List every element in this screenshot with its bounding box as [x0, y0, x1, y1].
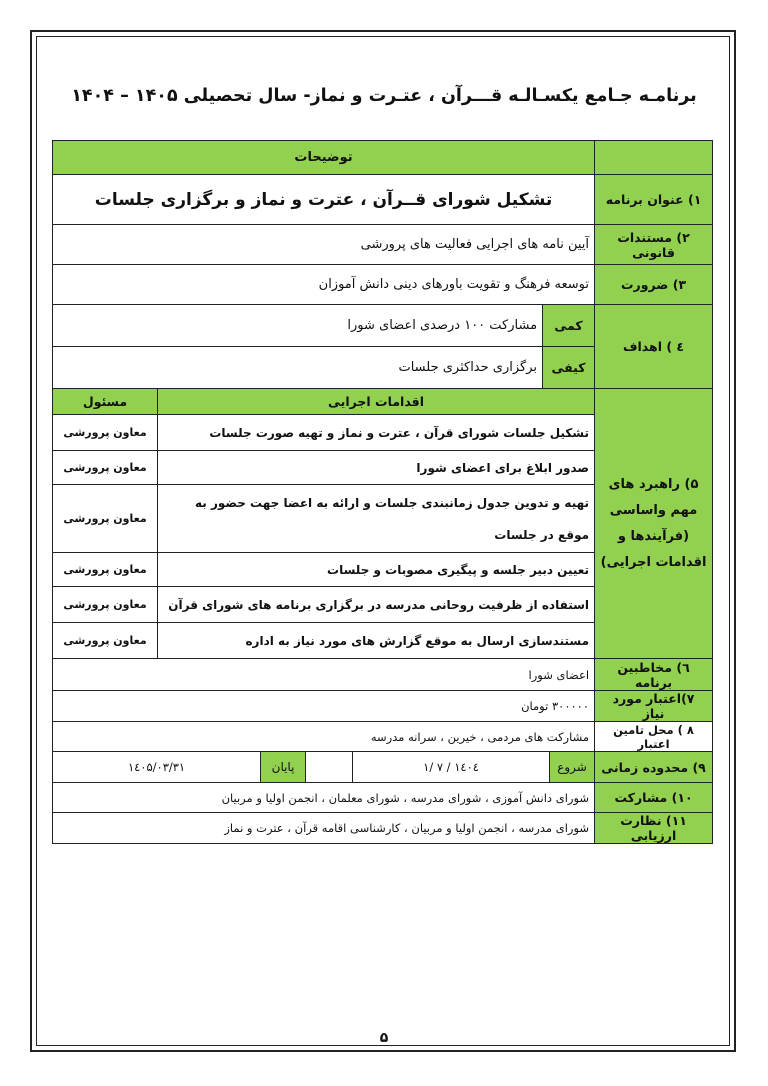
header-corner-cell	[595, 141, 713, 175]
label-strategies-line2: مهم واساسی	[609, 502, 698, 518]
header-responsible: مسئول	[53, 389, 158, 415]
label-audience: ٦) مخاطبین برنامه	[595, 659, 713, 691]
label-timeframe: ۹) محدوده زمانی	[595, 752, 713, 783]
label-funding: ۸ ) محل تامین اعتبار	[595, 722, 713, 752]
responsible-item: معاون پرورشی	[53, 623, 158, 659]
label-strategies-line3: (فرآیندها و	[617, 528, 690, 544]
label-program-title: ۱) عنوان برنامه	[595, 175, 713, 225]
row-funding	[53, 722, 713, 752]
table-header-row	[53, 141, 713, 175]
responsible-item: معاون پرورشی	[53, 451, 158, 485]
program-table	[52, 140, 713, 844]
label-strategies-line4: اقدامات اجرایی)	[600, 554, 707, 570]
responsible-item: معاون پرورشی	[53, 485, 158, 553]
label-participation: ۱۰) مشارکت	[595, 783, 713, 813]
row-legal-docs	[53, 225, 713, 265]
header-actions: اقدامات اجرایی	[158, 389, 595, 415]
page-title: برنامـه جـامع یکسـالـه قـــرآن ، عتـرت و نماز- سال تحصیلی ۱۴۰۵ – ۱۴۰۴	[71, 86, 697, 106]
row-supervision	[53, 813, 713, 844]
action-item: تهیه و تدوین جدول زمانبندی جلسات و ارائه به اعضا جهت حضور به موقع در جلسات	[158, 485, 595, 553]
action-item: مستندسازی ارسال به موقع گزارش های مورد نیاز به اداره	[158, 623, 595, 659]
value-funding: مشارکت های مردمی ، خیرین ، سرانه مدرسه	[53, 722, 595, 752]
row-audience	[53, 659, 713, 691]
value-goals-quant: مشارکت ۱۰۰ درصدی اعضای شورا	[53, 305, 543, 347]
action-item: استفاده از ظرفیت روحانی مدرسه در برگزاری برنامه های شورای قرآن	[158, 587, 595, 623]
responsible-item: معاون پرورشی	[53, 415, 158, 451]
header-description: توضیحات	[53, 141, 595, 175]
label-necessity: ۳) ضرورت	[595, 265, 713, 305]
row-participation	[53, 783, 713, 813]
row-program-title	[53, 175, 713, 225]
action-item: تشکیل جلسات شورای قرآن ، عترت و نماز و تهیه صورت جلسات	[158, 415, 595, 451]
row-goals-quant	[53, 305, 713, 347]
page-number: ۵	[379, 1030, 389, 1046]
timeframe-end-label: پایان	[260, 752, 305, 782]
value-legal-docs: آیین نامه های اجرایی فعالیت های پرورشی	[53, 225, 595, 265]
value-participation: شورای دانش آموزی ، شورای مدرسه ، شورای معلمان ، انجمن اولیا و مربیان	[53, 783, 595, 813]
row-necessity	[53, 265, 713, 305]
label-goals-qual: کیفی	[543, 347, 595, 389]
label-supervision: ۱۱) نظارت ارزیابی	[595, 813, 713, 844]
timeframe-spacer	[305, 752, 353, 782]
timeframe-end-value: ۱٤۰۵/۰۳/۳۱	[127, 760, 186, 774]
row-timeframe	[53, 752, 713, 783]
label-strategies-line1: ۵) راهبرد های	[608, 476, 699, 492]
responsible-item: معاون پرورشی	[53, 587, 158, 623]
value-timeframe	[53, 752, 595, 783]
label-goals: ٤ ) اهداف	[595, 305, 713, 389]
timeframe-start-label: شروع	[549, 752, 594, 782]
label-goals-quant: کمی	[543, 305, 595, 347]
value-budget: ۳۰۰۰۰۰ تومان	[53, 691, 595, 722]
timeframe-start-value: ۱٤۰٤ / ۷ /۱	[423, 760, 479, 774]
label-budget: ۷)اعتبار مورد نیاز	[595, 691, 713, 722]
label-strategies	[595, 389, 713, 659]
row-strategies-header	[53, 389, 713, 415]
value-program-title: تشکیل شورای قــرآن ، عترت و نماز و برگزاری جلسات	[53, 175, 595, 225]
responsible-item: معاون پرورشی	[53, 553, 158, 587]
action-item: تعیین دبیر جلسه و پیگیری مصوبات و جلسات	[158, 553, 595, 587]
label-legal-docs: ۲) مستندات قانونی	[595, 225, 713, 265]
action-item: صدور ابلاغ برای اعضای شورا	[158, 451, 595, 485]
value-goals-qual: برگزاری حداکثری جلسات	[53, 347, 543, 389]
value-necessity: توسعه فرهنگ و تقویت باورهای دینی دانش آموزان	[53, 265, 595, 305]
value-supervision: شورای مدرسه ، انجمن اولیا و مربیان ، کارشناسی اقامه قرآن ، عترت و نماز	[53, 813, 595, 844]
row-budget	[53, 691, 713, 722]
value-audience: اعضای شورا	[53, 659, 595, 691]
